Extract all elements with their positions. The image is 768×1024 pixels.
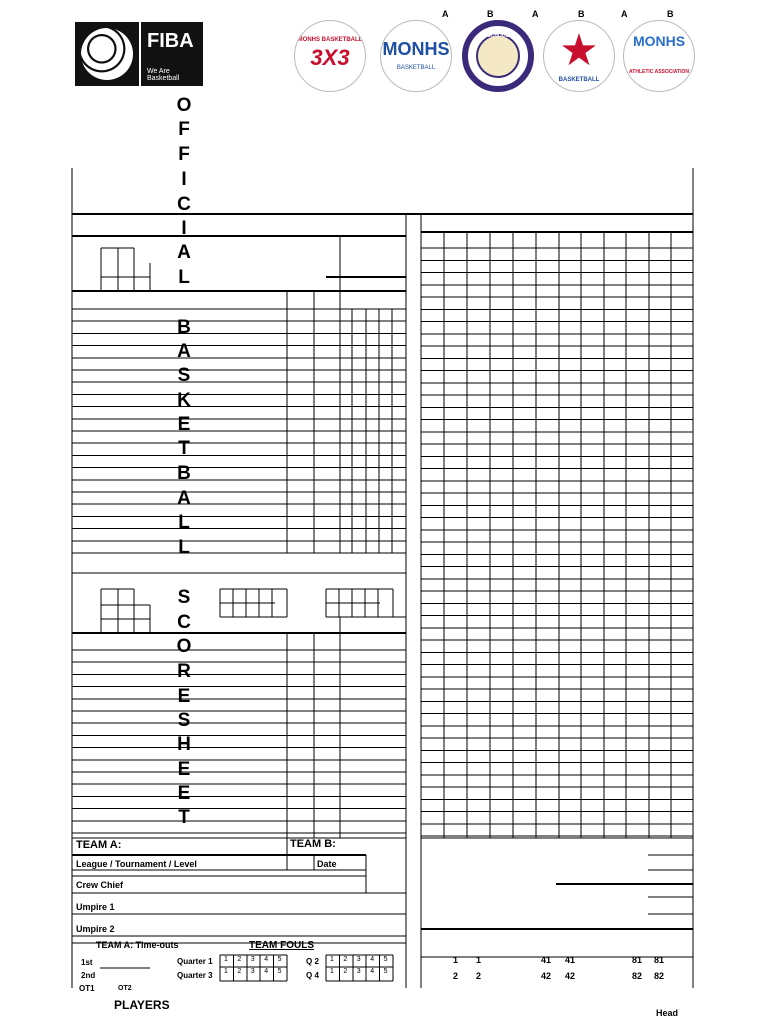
title-letter: A — [177, 341, 191, 362]
title-letter: T — [178, 438, 190, 459]
title-letter: O — [176, 95, 192, 116]
ab-label: A — [442, 9, 449, 19]
foul-number[interactable]: 3 — [356, 956, 361, 963]
foul-number[interactable]: 3 — [250, 956, 255, 963]
title-letter: S — [177, 587, 191, 608]
score-num: 42 — [541, 971, 552, 981]
title-letter: L — [178, 267, 190, 288]
logo-text: NATIONAL HIGH SCHOOL — [478, 27, 518, 39]
title-letter: S — [177, 365, 191, 386]
team-b-label: TEAM B: — [290, 838, 336, 850]
ab-label: A — [621, 9, 628, 19]
star-icon: ★ — [559, 26, 599, 75]
foul-number[interactable]: 2 — [343, 968, 348, 975]
foul-number[interactable]: 5 — [383, 956, 388, 963]
foul-number[interactable]: 3 — [356, 968, 361, 975]
foul-number[interactable]: 1 — [224, 968, 228, 975]
foul-number[interactable]: 2 — [237, 956, 242, 963]
title-letter: E — [177, 759, 191, 780]
timeouts-label: TEAM A: Time-outs — [96, 940, 179, 950]
team-a-label: TEAM A: — [76, 839, 122, 851]
logo-text: BASKETBALL — [558, 77, 600, 83]
title-letter: E — [177, 414, 191, 435]
ab-label: A — [532, 9, 539, 19]
ot1-label: OT1 — [79, 984, 95, 993]
fiba-tagline: We Are Basketball — [147, 68, 180, 82]
title-letter: H — [177, 734, 191, 755]
score-num: 41 — [565, 955, 576, 965]
score-num: 81 — [654, 955, 665, 965]
score-num: 1 — [453, 955, 459, 965]
team-fouls-label: TEAM FOULS — [249, 940, 314, 951]
ab-label: B — [578, 9, 585, 19]
fiba-text: FIBA — [147, 30, 194, 52]
ot2-label: OT2 — [118, 985, 132, 992]
score-num: 82 — [632, 971, 643, 981]
score-num: 82 — [654, 971, 665, 981]
title-letter: T — [178, 807, 190, 828]
crew-chief-label: Crew Chief — [76, 880, 124, 890]
second-half-label: 2nd — [81, 971, 96, 980]
first-half-label: 1st — [81, 958, 93, 967]
foul-number[interactable]: 4 — [370, 956, 375, 963]
title-letter: K — [177, 390, 191, 411]
score-num: 42 — [565, 971, 576, 981]
umpire1-label: Umpire 1 — [76, 902, 115, 912]
ab-label: B — [667, 9, 674, 19]
foul-number[interactable]: 4 — [264, 956, 269, 963]
logo-text: MONHS — [382, 39, 450, 59]
foul-number[interactable]: 2 — [343, 956, 348, 963]
umpire2-label: Umpire 2 — [76, 924, 115, 934]
title-letter: E — [177, 686, 191, 707]
foul-number[interactable]: 1 — [330, 956, 334, 963]
title-letter: L — [178, 537, 190, 558]
title-letter: B — [177, 317, 191, 338]
logo-text: MONHS BASKETBALL — [297, 37, 363, 43]
title-letter: I — [181, 169, 187, 190]
head-label: Head — [656, 1008, 679, 1018]
foul-number[interactable]: 3 — [250, 968, 255, 975]
q4-label: Q 4 — [306, 971, 319, 980]
title-letter: E — [177, 783, 191, 804]
foul-number[interactable]: 4 — [264, 968, 269, 975]
logo-text: BASKETBALL — [396, 65, 436, 71]
title-letter: S — [177, 710, 191, 731]
title-letter: C — [177, 194, 191, 215]
foul-number[interactable]: 1 — [330, 968, 334, 975]
score-num: 2 — [453, 971, 459, 981]
foul-number[interactable]: 2 — [237, 968, 242, 975]
quarter1-label: Quarter 1 — [177, 957, 213, 966]
title-letter: R — [177, 661, 191, 682]
quarter3-label: Quarter 3 — [177, 971, 213, 980]
score-num: 81 — [632, 955, 643, 965]
ab-label: B — [487, 9, 494, 19]
foul-number[interactable]: 1 — [224, 956, 228, 963]
foul-number[interactable]: 5 — [383, 968, 388, 975]
title-letter: A — [177, 242, 191, 263]
title-letter: B — [177, 463, 191, 484]
title-letter: A — [177, 488, 191, 509]
score-num: 41 — [541, 955, 552, 965]
foul-number[interactable]: 5 — [277, 956, 282, 963]
date-label: Date — [317, 859, 337, 869]
title-letter: F — [178, 144, 190, 165]
title-letter: O — [176, 636, 192, 657]
title-letter: L — [178, 512, 190, 533]
q2-label: Q 2 — [306, 957, 319, 966]
title-letter: C — [177, 612, 191, 633]
score-num: 2 — [476, 971, 482, 981]
logo-text: MONHS — [632, 33, 686, 49]
foul-number[interactable]: 5 — [277, 968, 282, 975]
logo-text: 3X3 — [310, 45, 350, 70]
players-label: PLAYERS — [114, 998, 170, 1012]
foul-number[interactable]: 4 — [370, 968, 375, 975]
score-num: 1 — [476, 955, 482, 965]
league-label: League / Tournament / Level — [76, 859, 197, 869]
title-letter: I — [181, 218, 187, 239]
title-letter: F — [178, 119, 190, 140]
logo-text: ATHLETIC ASSOCIATION — [629, 69, 689, 75]
